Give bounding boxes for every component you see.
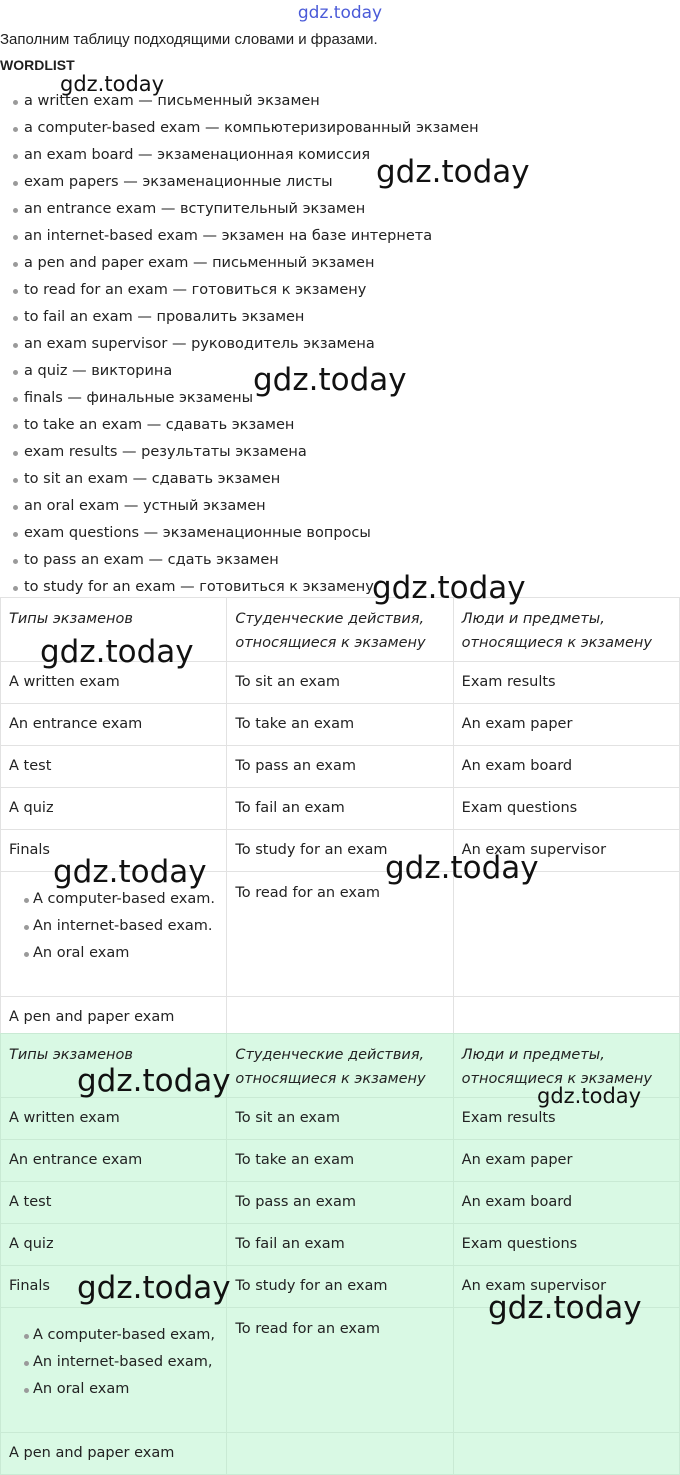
table-cell: To pass an exam [227, 1182, 453, 1224]
table-cell: An exam supervisor [453, 830, 679, 872]
list-item: an oral exam — устный экзамен [0, 493, 479, 520]
table-row [1, 830, 680, 872]
watermark: gdz.today [53, 854, 207, 890]
table-cell: Exam results [453, 1098, 679, 1140]
watermark: gdz.today [537, 1084, 642, 1108]
table-cell: A pen and paper exam [1, 1433, 227, 1475]
top-watermark: gdz.today [297, 3, 383, 23]
table-cell: Exam questions [453, 1224, 679, 1266]
table-row [1, 1224, 680, 1266]
list-item: An internet-based exam. [9, 913, 218, 940]
header-student-actions: Студенческие действия, относящиеся к экзамену [227, 1034, 453, 1098]
table-cell [453, 1433, 679, 1475]
header-people-items: Люди и предметы, относящиеся к экзамену [453, 598, 679, 662]
table-cell-list [1, 872, 227, 997]
watermark: gdz.today [488, 1290, 642, 1326]
table-cell: To read for an exam [227, 1308, 453, 1433]
table-header-row [1, 1034, 680, 1098]
list-item: to pass an exam — сдать экзамен [0, 547, 479, 574]
table-cell: To study for an exam [227, 830, 453, 872]
table-cell: An exam board [453, 746, 679, 788]
table-row [1, 1098, 680, 1140]
table-cell: An exam board [453, 1182, 679, 1224]
table-row [1, 1266, 680, 1308]
list-item: an exam board — экзаменационная комиссия [0, 142, 479, 169]
table-cell: A written exam [1, 1098, 227, 1140]
table-cell: To study for an exam [227, 1266, 453, 1308]
list-item: an internet-based exam — экзамен на базе интернета [0, 223, 479, 250]
watermark: gdz.today [60, 72, 165, 96]
table-header-row [1, 598, 680, 662]
table-cell: Finals [1, 830, 227, 872]
list-item: exam results — результаты экзамена [0, 439, 479, 466]
table-cell: To take an exam [227, 704, 453, 746]
table-cell: An exam paper [453, 704, 679, 746]
list-item: exam papers — экзаменационные листы [0, 169, 479, 196]
list-item: to fail an exam — провалить экзамен [0, 304, 479, 331]
table-row [1, 788, 680, 830]
table-cell: To pass an exam [227, 746, 453, 788]
list-item: An oral exam [9, 1376, 218, 1403]
list-item: to sit an exam — сдавать экзамен [0, 466, 479, 493]
list-item: finals — финальные экзамены [0, 385, 479, 412]
table-cell: A test [1, 746, 227, 788]
table-cell: To sit an exam [227, 1098, 453, 1140]
exam-type-list [9, 1322, 218, 1403]
watermark: gdz.today [40, 634, 194, 670]
answer-table [0, 1033, 680, 1475]
header-exam-types: Типы экзаменов [1, 1034, 227, 1098]
list-item: a computer-based exam — компьютеризированный экзамен [0, 115, 479, 142]
table-cell: An exam supervisor [453, 1266, 679, 1308]
table-cell: To take an exam [227, 1140, 453, 1182]
table-cell-list [1, 1308, 227, 1433]
table-row [1, 746, 680, 788]
table-cell: To sit an exam [227, 662, 453, 704]
table-cell: To fail an exam [227, 1224, 453, 1266]
exam-type-list [9, 886, 218, 967]
table-row [1, 872, 680, 997]
list-item: A computer-based exam. [9, 886, 218, 913]
list-item: to study for an exam — готовиться к экзамену [0, 574, 479, 601]
table-cell [453, 872, 679, 997]
table-cell [453, 1308, 679, 1433]
table-row [1, 1140, 680, 1182]
table-row [1, 704, 680, 746]
table-cell: A test [1, 1182, 227, 1224]
list-item: An internet-based exam, [9, 1349, 218, 1376]
list-item: an exam supervisor — руководитель экзамена [0, 331, 479, 358]
list-item: An oral exam [9, 940, 218, 967]
table-cell: An exam paper [453, 1140, 679, 1182]
table-cell: To fail an exam [227, 788, 453, 830]
list-item: a pen and paper exam — письменный экзамен [0, 250, 479, 277]
watermark: gdz.today [385, 850, 539, 886]
header-exam-types: Типы экзаменов [1, 598, 227, 662]
table-cell: Finals [1, 1266, 227, 1308]
intro-text: Заполним таблицу подходящими словами и фразами. [0, 31, 378, 48]
watermark: gdz.today [77, 1270, 231, 1306]
header-student-actions: Студенческие действия, относящиеся к экзамену [227, 598, 453, 662]
list-item: to take an exam — сдавать экзамен [0, 412, 479, 439]
table-cell: Exam questions [453, 788, 679, 830]
table-cell [227, 1433, 453, 1475]
table-row [1, 662, 680, 704]
list-item: exam questions — экзаменационные вопросы [0, 520, 479, 547]
watermark: gdz.today [77, 1063, 231, 1099]
table-row [1, 1182, 680, 1224]
watermark: gdz.today [253, 362, 407, 398]
list-item: a written exam — письменный экзамен [0, 88, 479, 115]
table-cell: A quiz [1, 788, 227, 830]
list-item: A computer-based exam, [9, 1322, 218, 1349]
table-cell: A written exam [1, 662, 227, 704]
watermark: gdz.today [376, 154, 530, 190]
list-item: a quiz — викторина [0, 358, 479, 385]
table-row [1, 1433, 680, 1475]
list-item: an entrance exam — вступительный экзамен [0, 196, 479, 223]
list-item: to read for an exam — готовиться к экзамену [0, 277, 479, 304]
table-cell: A pen and paper exam [1, 997, 227, 1039]
table-cell: A quiz [1, 1224, 227, 1266]
wordlist-title: WORDLIST [0, 57, 75, 73]
header-people-items: Люди и предметы, относящиеся к экзамену [453, 1034, 679, 1098]
table-row [1, 1308, 680, 1433]
table-cell: To read for an exam [227, 872, 453, 997]
table-cell: Exam results [453, 662, 679, 704]
exam-table [0, 597, 680, 1039]
watermark: gdz.today [372, 570, 526, 606]
table-cell: An entrance exam [1, 1140, 227, 1182]
table-cell: An entrance exam [1, 704, 227, 746]
wordlist [0, 88, 479, 601]
